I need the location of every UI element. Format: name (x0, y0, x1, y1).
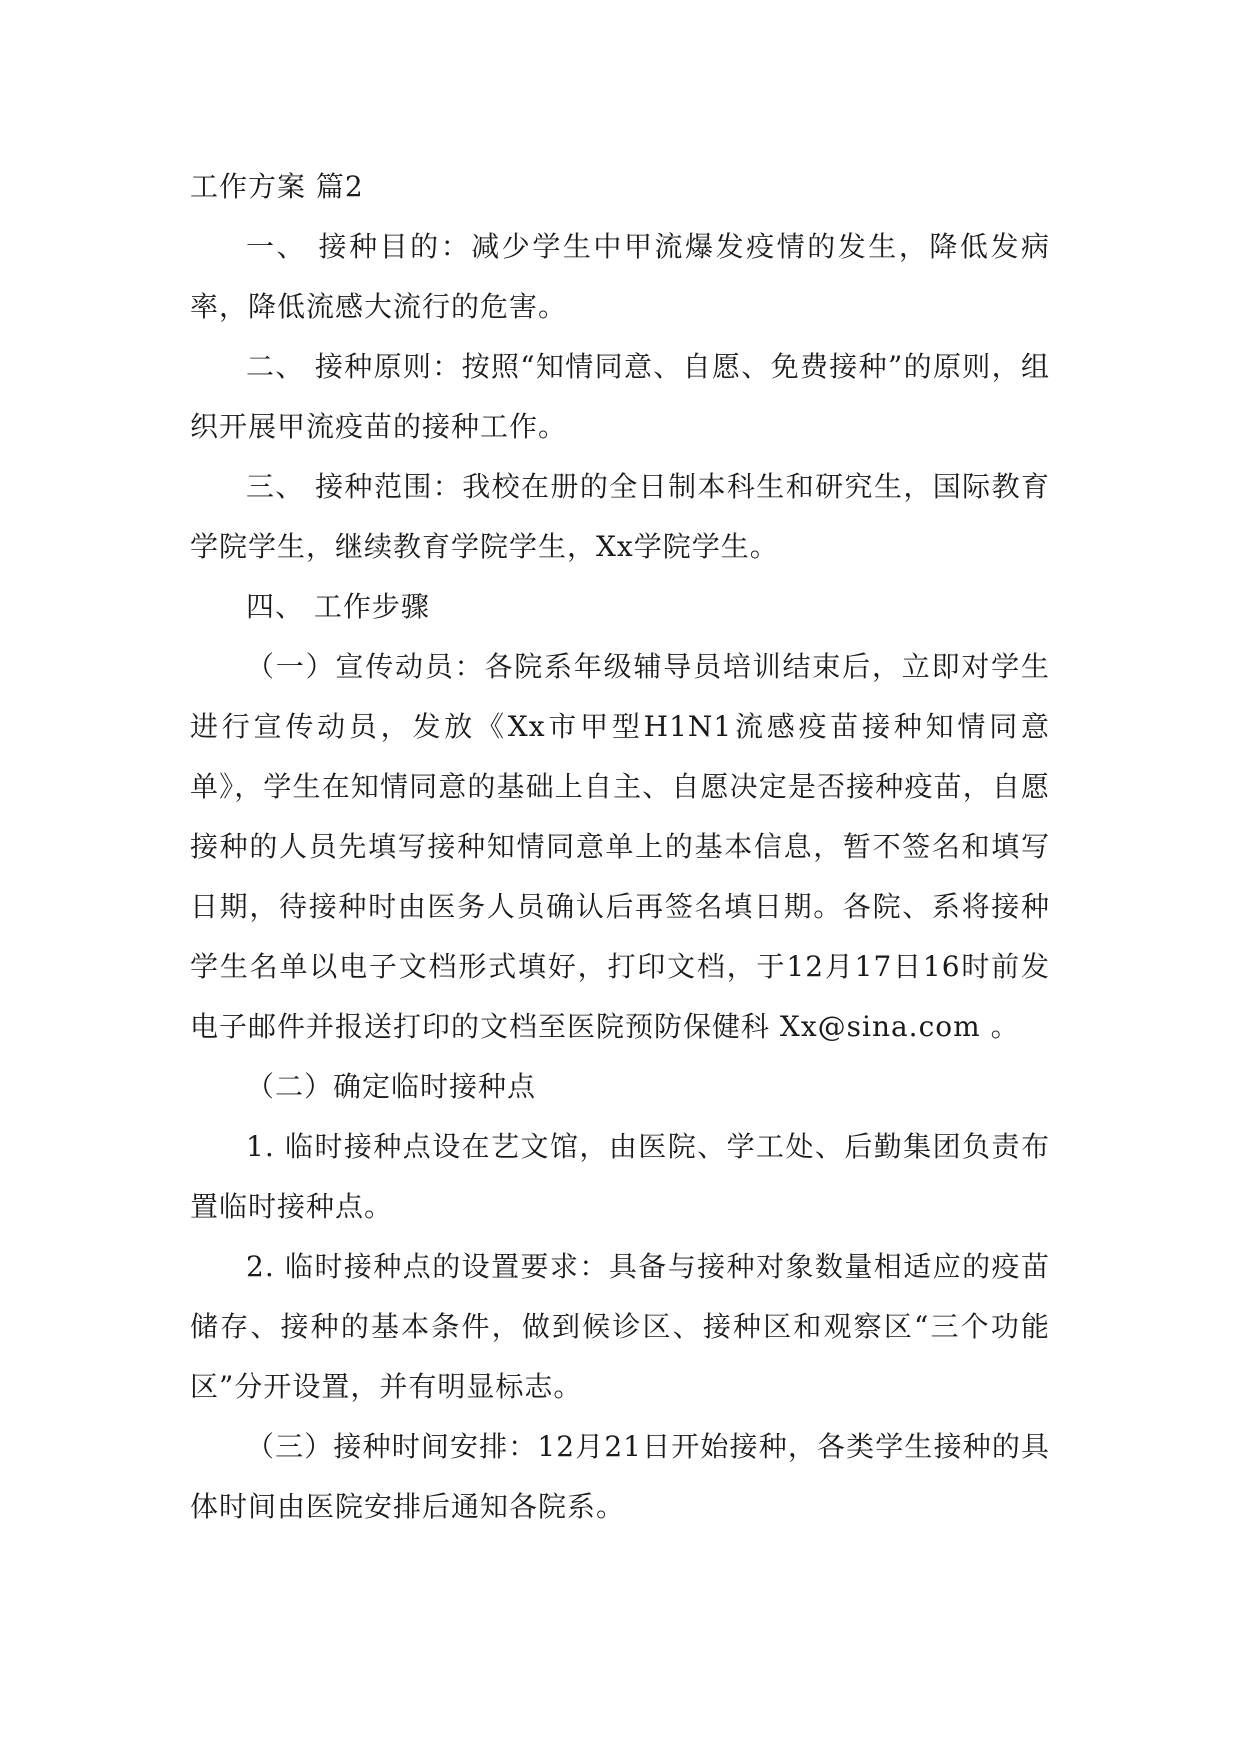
paragraph-scope: 三、 接种范围：我校在册的全日制本科生和研究生，国际教育学院学生，继续教育学院学生，Xx学院学生。 (190, 470, 1050, 563)
document-body (190, 157, 1050, 1537)
paragraph-steps-heading: 四、 工作步骤 (246, 590, 430, 623)
paragraph-publicity: （一）宣传动员：各院系年级辅导员培训结束后，立即对学生进行宣传动员，发放《Xx市甲型H1N1流感疫苗接种知情同意单》，学生在知情同意的基础上自主、自愿决定是否接种疫苗，自愿接种的人员先填写接种知情同意单上的基本信息，暂不签名和填写日期，待接种时由医务人员确认后再签名填日期。各院、系将接种学生名单以电子文档形式填好，打印文档，于12月17日16时前发电子邮件并报送打印的文档至医院预防保健科 Xx@sina.com 。 (190, 650, 1050, 1043)
paragraph-site-heading: （二）确定临时接种点 (246, 1070, 537, 1103)
paragraph-principle: 二、 接种原则：按照“知情同意、自愿、免费接种”的原则，组织开展甲流疫苗的接种工作。 (190, 350, 1050, 443)
paragraph-site-location: 1. 临时接种点设在艺文馆，由医院、学工处、后勤集团负责布置临时接种点。 (190, 1130, 1050, 1223)
paragraph-schedule: （三）接种时间安排：12月21日开始接种，各类学生接种的具体时间由医院安排后通知各院系。 (190, 1430, 1050, 1523)
document-title: 工作方案 篇2 (190, 170, 364, 203)
paragraph-purpose: 一、 接种目的：减少学生中甲流爆发疫情的发生，降低发病率，降低流感大流行的危害。 (190, 230, 1050, 323)
paragraph-site-requirements: 2. 临时接种点的设置要求：具备与接种对象数量相适应的疫苗储存、接种的基本条件，做到候诊区、接种区和观察区“三个功能区”分开设置，并有明显标志。 (190, 1250, 1050, 1403)
